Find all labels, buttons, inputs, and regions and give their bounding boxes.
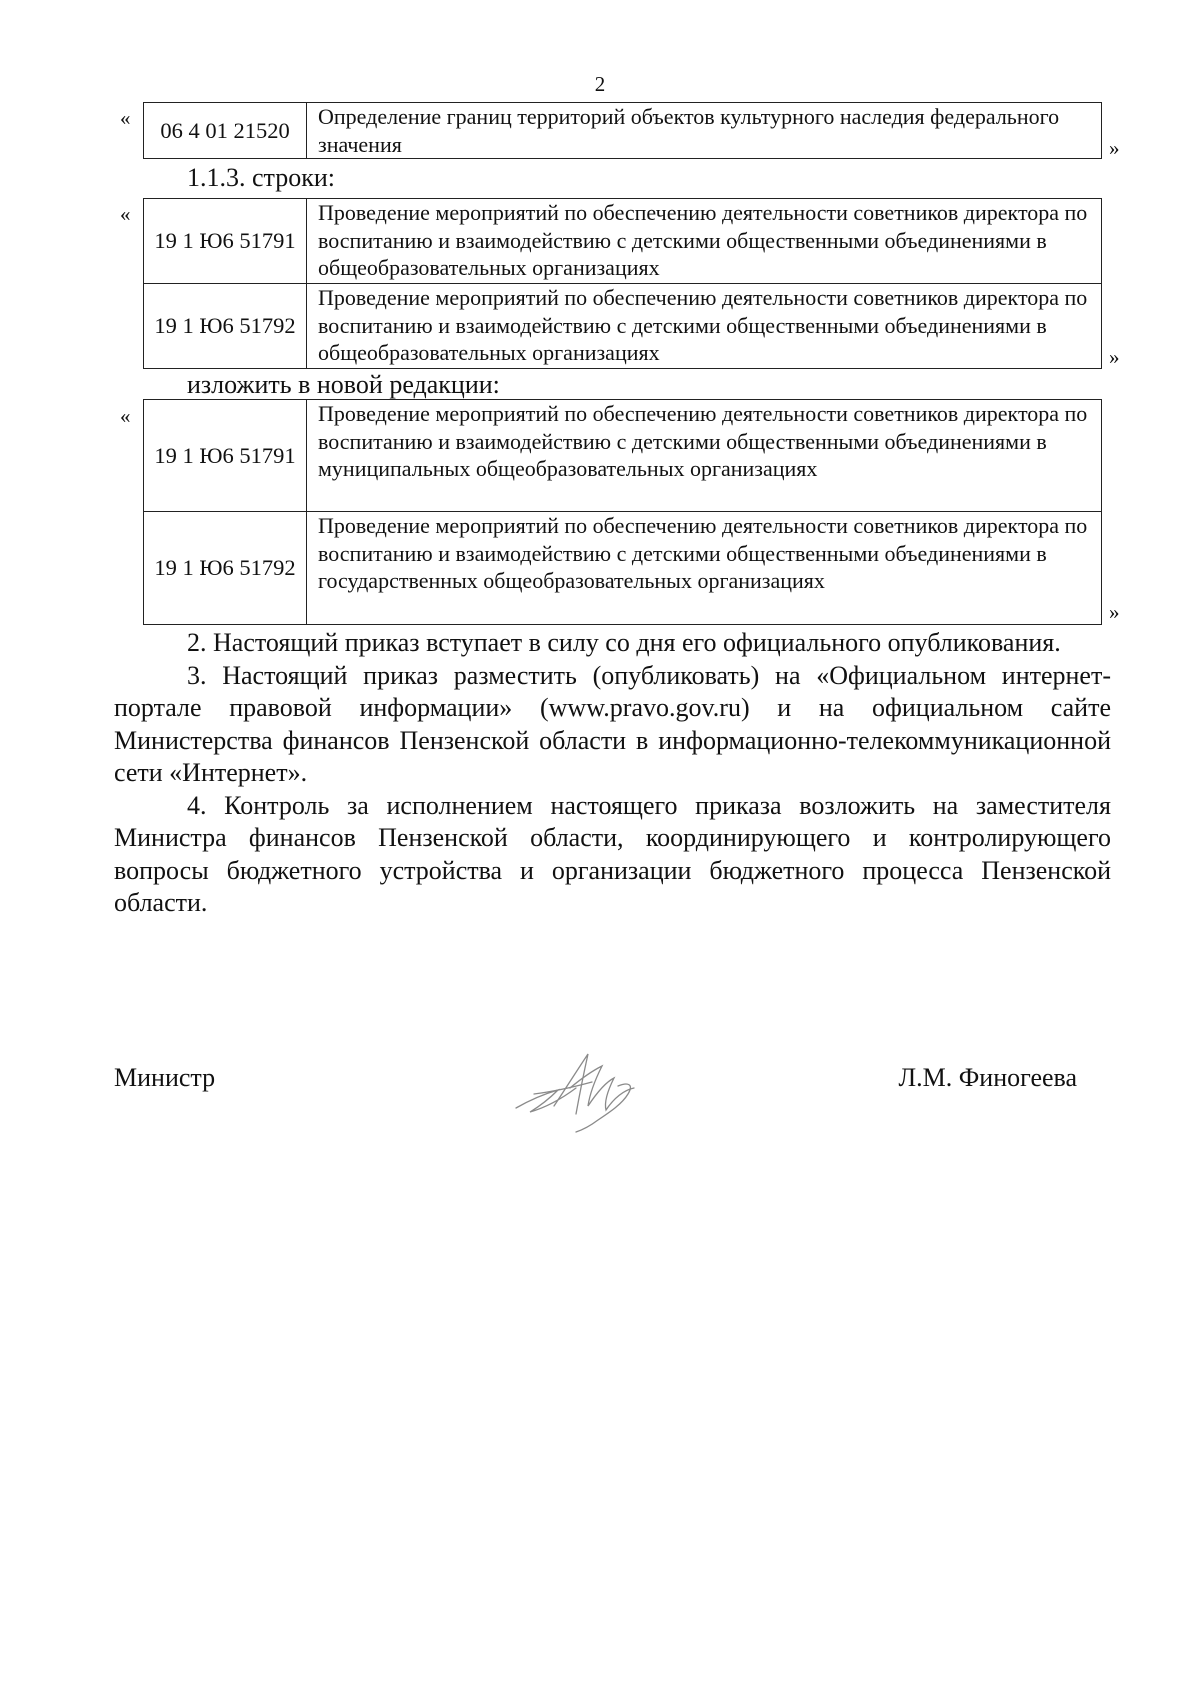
body-text [114,627,1111,920]
open-quote: « [120,404,131,428]
code-table-3 [143,399,1102,625]
budget-description: Проведение мероприятий по обеспечению деятельности советников директора по воспитанию и взаимодействию с детскими общественными объединениями в общеобразовательных организациях [307,284,1102,369]
signatory-title: Министр [114,1063,216,1092]
table-row [144,400,1102,512]
section-heading: изложить в новой редакции: [187,370,500,399]
open-quote: « [120,106,131,130]
code-table-2 [143,198,1102,369]
paragraph-4: 4. Контроль за исполнением настоящего приказа возложить на заместителя Министра финансов Пензенской области, координирующего и контролирующего вопросы бюджетного устройства и организации бюджетного процесса Пензенской области. [114,790,1111,917]
budget-description: Проведение мероприятий по обеспечению деятельности советников директора по воспитанию и взаимодействию с детскими общественными объединениями в общеобразовательных организациях [307,199,1102,284]
open-quote: « [120,202,131,226]
budget-description: Определение границ территорий объектов культурного наследия федерального значения [307,103,1102,159]
table-row [144,199,1102,284]
close-quote: » [1109,345,1120,369]
section-heading: 1.1.3. строки: [187,163,335,192]
paragraph-3: 3. Настоящий приказ разместить (опубликовать) на «Официальном интернет-портале правовой информации» (www.pravo.gov.ru) и на официальном сайте Министерства финансов Пензенской области в информационно-телекоммуникационной сети «Интернет». [114,660,1111,787]
budget-description: Проведение мероприятий по обеспечению деятельности советников директора по воспитанию и взаимодействию с детскими общественными объединениями в государственных общеобразовательных организациях [307,512,1102,625]
table-row [144,512,1102,625]
table-row [144,103,1102,159]
paragraph-2: 2. Настоящий приказ вступает в силу со дня его официального опубликования. [187,628,1061,657]
page-number: 2 [594,72,606,96]
budget-code: 19 1 Ю6 51792 [144,284,307,369]
close-quote: » [1109,600,1120,624]
budget-code: 19 1 Ю6 51792 [144,512,307,625]
close-quote: » [1109,136,1120,160]
table-row [144,284,1102,369]
signatory-name: Л.М. Финогеева [898,1063,1077,1092]
budget-code: 19 1 Ю6 51791 [144,400,307,512]
code-table-1 [143,102,1102,159]
budget-code: 19 1 Ю6 51791 [144,199,307,284]
budget-description: Проведение мероприятий по обеспечению деятельности советников директора по воспитанию и взаимодействию с детскими общественными объединениями в муниципальных общеобразовательных организациях [307,400,1102,512]
budget-code: 06 4 01 21520 [144,103,307,159]
handwritten-signature [510,1048,650,1133]
